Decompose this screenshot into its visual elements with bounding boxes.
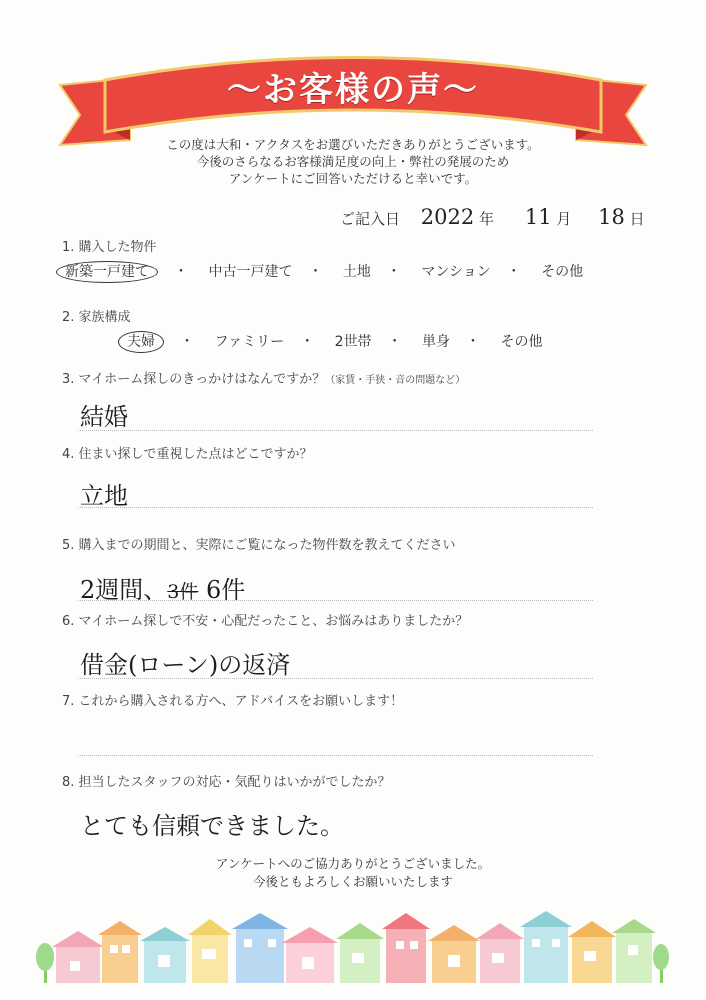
house-icon (382, 913, 430, 983)
date-month-unit: 月 (556, 210, 572, 228)
town-illustration (30, 905, 670, 985)
option[interactable]: 中古一戸建て (208, 264, 293, 280)
question-2: 2. 家族構成 (62, 310, 131, 325)
answer-text: 6件 (206, 576, 246, 604)
house-icon (282, 927, 338, 983)
question-4: 4. 住まい探しで重視した点はどこですか？ (62, 447, 313, 462)
option[interactable]: 2世帯 (334, 334, 372, 350)
option-selected[interactable]: 夫婦 (118, 331, 164, 353)
answer-struck: 3件 (167, 581, 199, 603)
answer-4: 立地 (80, 482, 128, 510)
option[interactable]: マンション (421, 264, 491, 280)
intro-line: アンケートにご回答いただけると幸いです。 (228, 171, 478, 186)
question-8: 8. 担当したスタッフの対応・気配りはいかがでしたか？ (62, 775, 391, 790)
house-icon (232, 913, 288, 983)
house-icon (98, 921, 142, 983)
question-6: 6. マイホーム探しで不安・心配だったこと、お悩みはありましたか？ (62, 614, 469, 629)
answer-line (78, 507, 593, 508)
question-7: 7. これから購入される方へ、アドバイスをお願いします！ (62, 694, 404, 709)
answer-8: とても信頼できました。 (80, 812, 344, 840)
intro-line: この度は大和・アクタスをお選びいただきありがとうございます。 (166, 137, 540, 152)
answer-line (78, 430, 593, 431)
closing-line: アンケートへのご協力ありがとうございました。 (215, 856, 491, 871)
house-icon (476, 923, 524, 983)
house-icon (52, 931, 104, 983)
date-day-unit: 日 (629, 210, 645, 228)
answer-3: 結婚 (80, 403, 128, 431)
option[interactable]: ファミリー (214, 334, 285, 350)
option[interactable]: 単身 (422, 334, 451, 350)
question-1: 1. 購入した物件 (62, 240, 157, 255)
question-note: （家賃・手狭・音の問題など） (325, 375, 466, 386)
options-family: 夫婦 ・ ファミリー ・ 2世帯 ・ 単身 ・ その他 (118, 331, 542, 351)
closing-message (0, 855, 706, 891)
question-text: 3. マイホーム探しのきっかけはなんですか？ (62, 372, 326, 387)
tree-icon (36, 943, 54, 983)
closing-line: 今後ともよろしくお願いいたします (252, 874, 453, 889)
house-icon (336, 923, 384, 983)
house-icon (140, 927, 190, 983)
date-month: 11 (524, 205, 552, 229)
option-selected[interactable]: 新築一戸建て (56, 261, 158, 283)
intro-line: 今後のさらなるお客様満足度の向上・弊社の発展のため (196, 154, 510, 169)
tree-icon (653, 944, 669, 983)
entry-date (340, 205, 645, 229)
house-icon (568, 921, 616, 983)
answer-6: 借金(ローン)の返済 (80, 651, 291, 679)
answer-line (78, 600, 593, 601)
date-label: ご記入日 (340, 210, 401, 228)
date-day: 18 (598, 205, 625, 229)
option[interactable]: 土地 (342, 264, 371, 280)
options-property-type: 新築一戸建て ・ 中古一戸建て ・ 土地 ・ マンション ・ その他 (56, 261, 583, 281)
answer-line (78, 755, 593, 756)
date-year-unit: 年 (479, 210, 495, 228)
option[interactable]: その他 (541, 264, 584, 280)
answer-text: 2週間、 (80, 576, 168, 604)
house-icon (612, 919, 656, 983)
house-icon (188, 919, 232, 983)
intro-text (0, 136, 706, 187)
date-year: 2022 (420, 205, 475, 229)
house-icon (520, 911, 572, 983)
page-title: 〜お客様の声〜 (227, 70, 479, 110)
answer-line (78, 678, 593, 679)
option[interactable]: その他 (500, 334, 543, 350)
house-icon (428, 925, 480, 983)
question-3 (62, 368, 465, 387)
question-5: 5. 購入までの期間と、実際にご覧になった物件数を教えてください (62, 538, 456, 553)
